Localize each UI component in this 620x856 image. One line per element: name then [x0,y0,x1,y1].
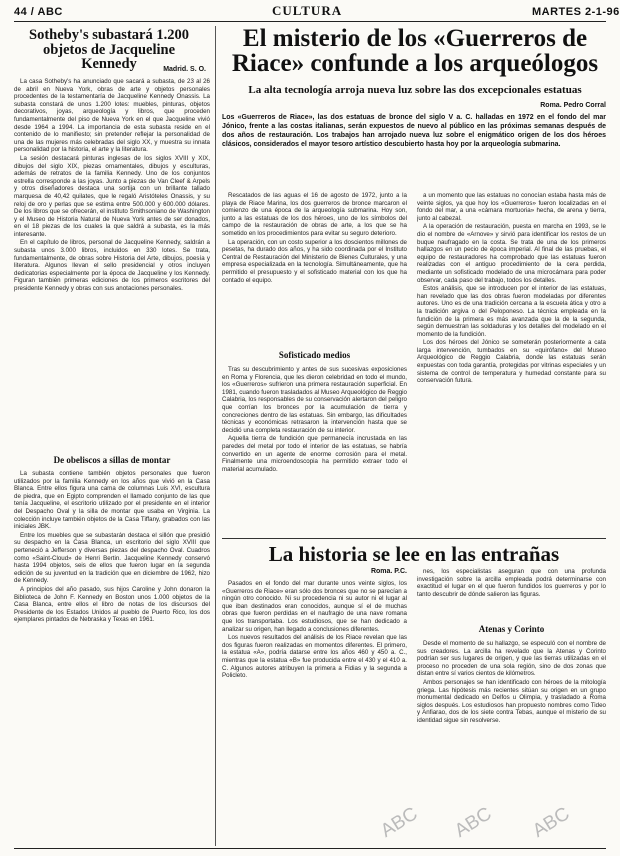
paragraph: Tras su descubrimiento y antes de sus sucesivas exposiciones en Roma y Florencia, que les dieron celebridad en todo el mundo, los «Guerreros» sufrieron una primera restauración superficial. En 1981, cuando fueron trasladados al Museo Arqueológico de Reggio Calabria, los responsables de su conservación alertaron del peligro que corrían los bronces por la acumulación de tierra y concreciones dentro de las estatuas. Sin embargo, las dificultades técnicas y económicas retrasaron la intervención hasta que se decidió una completa restauración de su interior. [222,366,407,434]
paragraph: En el capítulo de libros, personal de Jacqueline Kennedy, saldrán a subasta unos 3.000 libros, incluidos en 330 lotes. Se trata, fundamentalmente, de obras sobre Historia del Arte, dibujos, poesía y literatura. Algunos llevan el sello presidencial y otros incluyen dedicatorias especialmente por la época de Jacqueline y los Kennedy. Figuran también primeras ediciones de los primeros escritores del presidente Kennedy y obras con sus anotaciones personales. [14,239,210,293]
riace-subtitle: La alta tecnología arroja nueva luz sobre las dos excepcionales estatuas [248,84,582,96]
historia-col1 [222,580,407,842]
column-divider [215,26,216,846]
page-number: 44 / ABC [14,6,63,18]
footer-rule [14,848,606,849]
riace-lead: Los «Guerreros de Riace», las dos estatuas de bronce del siglo V a. C. halladas en 1972 en el fondo del mar Jónico, frente a las costas italianas, serán expuestos de nuevo al público en las próximas semanas después de dos años de restauración. Los trabajos han arrojado nueva luz sobre el enigmático origen de los dos héroes clásicos, considerados el mayor tesoro artístico descubierto hasta hoy por la arqueología submarina. [222,114,606,148]
paragraph: A principios del año pasado, sus hijos Caroline y John donaron la Biblioteca de John F. Kennedy en Boston unos 1.000 objetos de la Casa Blanca, entre ellos el libro de notas de los discursos del Presidente de los Estados Unidos al pueblo de Puerto Rico, los dos ejemplares pintados de Nebraska y Texas en 1961. [14,585,210,624]
sothebys-body [14,78,210,450]
paragraph: Desde el momento de su hallazgo, se especuló con el nombre de sus creadores. La arcilla ha revelado que la Atenas y Corinto podrían ser sus lugares de origen, y que las tierras utilizadas en el proceso no proceden de una sola región, sino de dos zonas que distan entre sí varios cientos de kilómetros. [417,640,606,678]
section-title: CULTURA [272,3,343,18]
paragraph: Estos análisis, que se introducen por el interior de las estatuas, han revelado que las dos obras fueron modeladas por diferentes autores. Uno es de una tradición cercana a la escuela ática y otro a la tradición argiva o del Peloponeso. La técnica empleada en la fundición de la primera es más avanzada que la de la segunda, según demuestran las soldaduras y los detalles del modelado en el momento de la fundición. [417,285,606,338]
paragraph: Los nuevos resultados del análisis de los Riace revelan que las dos figuras fueron realizadas en momentos diferentes. El primero, la estatua «A», podría datarse entre los años 460 y 450 a. C., mientras que la estatua «B» fue producida entre el 430 y el 410 a. C. Algunos autores atribuyen la primera a Fidias y la segunda a Policleto. [222,634,407,680]
riace-subhead: Sofisticado medios [278,350,351,360]
sothebys-byline: Madrid. S. O. [163,66,206,73]
paragraph: Aquella tierra de fundición que permanecía incrustada en las paredes del metal por todo el interior de las estatuas, se habría convertido en un agente de enorme corrosión para el metal. Finalmente una microendoscopia ha permitido extraer todo el material acumulado. [222,435,407,473]
historia-byline: Roma. P.C. [370,568,407,575]
obeliscos-body [14,470,210,842]
paragraph: La operación, con un costo superior a los doscientos millones de pesetas, ha durado dos años, y ha sido coordinada por el Instituto Central de Restauración del Ministerio de Bienes Culturales, y una empresa especializada en la tecnología. Simultáneamente, que ha permitido el presupuesto y el sofisticado material con los que ha contado el equipo. [222,238,407,284]
paragraph: Rescatados de las aguas el 16 de agosto de 1972, junto a la playa de Riace Marina, los dos guerreros de bronce marcaron el comienzo de una época de la arqueología submarina. Hoy son, junto a las estatuas de los dos héroes, uno de los símbolos del campo de la restauración de obras de arte, a los que se ha sometido en los procedimientos para evitar su seguro deterioro. [222,192,407,237]
abc-watermark: ABC [529,803,574,842]
obeliscos-subhead: De obeliscos a sillas de montar [53,455,171,465]
paragraph: a un momento que las estatuas no conocían estaba hasta más de veinte siglos, ya que hoy los «Guerreros» fueron localizadas en el fondo del mar, a una «cámara mortuoria» hecha, de arena y tierra, junto al cabezal. [417,192,606,222]
riace-col1 [222,192,407,342]
paragraph: La casa Sotheby's ha anunciado que sacará a subasta, de 23 al 26 de abril en Nueva York, obras de arte y objetos personales procedentes de la testamentaría de Jacqueline Kennedy Onassis. La subasta constará de unos 1.200 lotes: muebles, pinturas, objetos decorativos, joyas, arqueología y libros, que proceden fundamentalmente del piso de Nueva York en el que Jacqueline vivió desde 1964 a 1994. La importancia de esta subasta reside en el contenido de lo manifiesto; sin pretender reflejar la personalidad de una de las mujeres más celebradas del siglo XX, y muestra su innata personalidad por la historia, el arte y la literatura. [14,78,210,154]
header-rule [14,21,606,22]
historia-headline: La historia se lee en las entrañas [268,542,560,566]
issue-date: MARTES 2-1-96 [532,6,620,18]
paragraph: La sesión destacará pinturas inglesas de los siglos XVIII y XIX, dibujos del siglo XIX, piezas ornamentales, dibujos y esculturas, además de retratos de la familia Kennedy. Uno de los conjuntos estrella corresponde a las joyas. Junto a piezas de Van Cleef & Arpels y otros diseñadores destaca una sortija con un brillante tallado marquesa de 40,42 quilates, que le regaló Aristóteles Onassis, y su reloj de oro y perlas que se estima entre 500.000 y 600.000 dólares. De los libros que se ofrecerán, el instituto Smithsoniano de Washington y el Museo de Historia Natural de Nueva York antes de ser donados, en el 18 piezas de los cuales la que saldrá a subasta, es la más interesante. [14,154,210,238]
paragraph: A la operación de restauración, puesta en marcha en 1993, se le dio el nombre de «Arnove» y sirvió para identificar los restos de un buque naufragado en la costa. Se trata de una de los primeros hallazgos en un pecio de época imperial. Al final de las pruebas, el equipo de restauradores ha comprobado que las estatuas fueron realizadas con el antiguo procedimiento de la cera perdida, mediante un sofisticado modelado de una microcámara para poder observar, cada paso del trabajo, todos los detalles. [417,223,606,284]
story-divider [222,538,606,539]
paragraph: Pasados en el fondo del mar durante unos veinte siglos, los «Guerreros de Riace» eran sólo dos bronces que no se parecían a ningún otro conocido. Ni su procedencia ni su autor ni el lugar al que iban destinados eran conocidos, aunque sí el de muchas obras que fueron perdidas en el naufragio de una nave romana que los transportaba. Los estudiosos, que se han dedicado a analizar su origen, han llegado a conclusiones diferentes. [222,580,407,633]
historia-col2b [417,640,606,842]
abc-watermark: ABC [451,803,496,842]
abc-watermark: ABC [377,803,422,842]
paragraph: Los dos héroes del Jónico se someterán posteriormente a cata larga intervención, tumbados en su «quirófano» del Museo Arqueológico de Reggio Calabria, donde las estatuas serán expuestas con toda garantía, protegidas por vitrinas especiales y un sistema de control de temperatura y humedad constante para su conservación futura. [417,339,606,385]
riace-headline: El misterio de los «Guerreros de Riace» confunde a los arqueólogos [231,25,599,77]
riace-byline: Roma. Pedro Corral [540,102,606,109]
paragraph: Entre los muebles que se subastarán destaca el sillón que presidió su despacho en la Casa Blanca, un escritorio del siglo XVIII que perteneció a Jefferson y diversas piezas del despacho Oval. Cuadros como «Saint-Cloud» de Henri Bertin. Jacqueline Kennedy conservó hasta 1994 objetos, seis de ellos que fueron lugar en la segunda edición de su juventud en la tradición que en diciembre de 1962, hizo de Kennedy. [14,531,210,585]
riace-col2 [417,192,606,536]
paragraph: La subasta contiene también objetos personales que fueron utilizados por la familia Kennedy en los años que vivió en la Casa Blanca. Entre ellos figura una cama de columnas Luis XVI, escultura de piedra, que en Egipto comprenden el llamado conjunto de las que tenía Jacqueline, el escritorio utilizado por el presidente en el interior del Despacho Oval y la silla de montar que usaba en Virginia. La colección incluye también objetos de la Casa Tiffany, grabados con las iniciales JBK. [14,470,210,531]
sothebys-headline: Sotheby's subastará 1.200 objetos de Jacqueline Kennedy [29,27,189,72]
historia-subhead: Atenas y Corinto [478,624,545,634]
riace-col1b [222,366,407,536]
paragraph: nes, los especialistas aseguran que con una profunda investigación sobre la arcilla empleada podrá determinarse con exactitud el lugar en el que fueron fundidos los guerreros y por lo tanto descubrir de dónde salieron las figuras. [417,568,606,598]
historia-col2 [417,568,606,616]
paragraph: Ambos personajes se han identificado con héroes de la mitología griega. Las hipótesis más recientes sitúan su origen en un grupo monumental dedicado en Delfos u Olimpia, y trasladado a Roma siglos después. Los estudiosos han propuesto nombres como Tideo y Anfiarao, dos de los siete contra Tebas, aunque el misterio de su identidad sigue sin resolverse. [417,678,606,724]
